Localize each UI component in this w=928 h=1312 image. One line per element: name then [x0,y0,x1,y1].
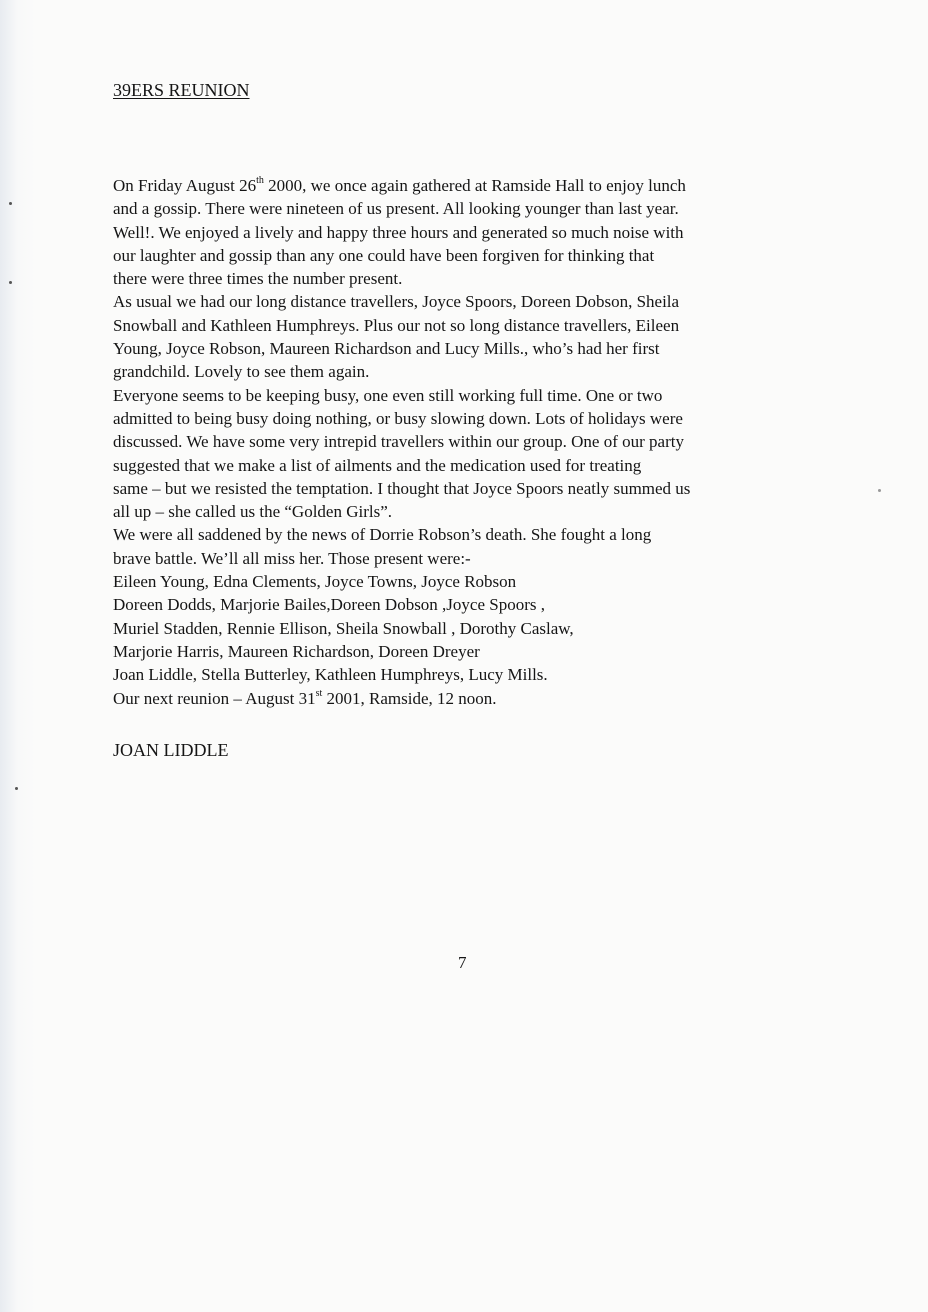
scan-speck [15,787,18,790]
ordinal-suffix: th [256,175,264,187]
ordinal-suffix: st [315,687,323,699]
text-line: Everyone seems to be keeping busy, one even still working full time. One or two [113,385,663,405]
text-line: and a gossip. There were nineteen of us present. All looking younger than last year. [113,199,679,219]
article-body [113,174,833,710]
text-segment: On Friday August 26 [113,176,257,195]
page-number: 7 [458,953,467,972]
attendee-line: Doreen Dodds, Marjorie Bailes,Doreen Dobson ,Joyce Spoors , [113,595,545,615]
text-line: suggested that we make a list of ailments and the medication used for treating [113,455,642,475]
attendee-line: Marjorie Harris, Maureen Richardson, Doreen Dreyer [113,641,480,661]
text-line [113,174,833,197]
text-line: all up – she called us the “Golden Girls”. [113,502,393,522]
text-line: Young, Joyce Robson, Maureen Richardson and Lucy Mills., who’s had her first [113,339,660,359]
text-line: As usual we had our long distance travellers, Joyce Spoors, Doreen Dobson, Sheila [113,292,680,312]
text-line: grandchild. Lovely to see them again. [113,362,370,382]
text-segment: 2001, Ramside, 12 noon. [322,688,497,708]
author-signature: JOAN LIDDLE [113,740,229,760]
text-line: We were all saddened by the news of Dorrie Robson’s death. She fought a long [113,525,652,545]
text-line: Well!. We enjoyed a lively and happy three hours and generated so much noise with [113,222,684,242]
text-segment: Our next reunion – August 31 [113,688,316,708]
scan-speck [878,489,881,492]
scan-speck [9,202,12,205]
text-line: same – but we resisted the temptation. I thought that Joyce Spoors neatly summed us [113,478,691,498]
attendee-line: Eileen Young, Edna Clements, Joyce Towns, Joyce Robson [113,572,517,592]
text-line: discussed. We have some very intrepid travellers within our group. One of our party [113,432,684,452]
text-line: there were three times the number present. [113,269,403,289]
text-line: Snowball and Kathleen Humphreys. Plus our not so long distance travellers, Eileen [113,315,680,335]
text-line: our laughter and gossip than any one could have been forgiven for thinking that [113,245,655,265]
document-heading: 39ERS REUNION [113,80,250,100]
text-line: brave battle. We’ll all miss her. Those present were:- [113,548,471,568]
text-segment: 2000, we once again gathered at Ramside Hall to enjoy lunch [263,176,686,195]
attendee-line: Joan Liddle, Stella Butterley, Kathleen Humphreys, Lucy Mills. [113,665,548,685]
attendee-line: Muriel Stadden, Rennie Ellison, Sheila Snowball , Dorothy Caslaw, [113,618,574,638]
scan-speck [9,281,12,284]
next-reunion-line [113,687,833,710]
text-line: admitted to being busy doing nothing, or busy slowing down. Lots of holidays were [113,408,683,428]
